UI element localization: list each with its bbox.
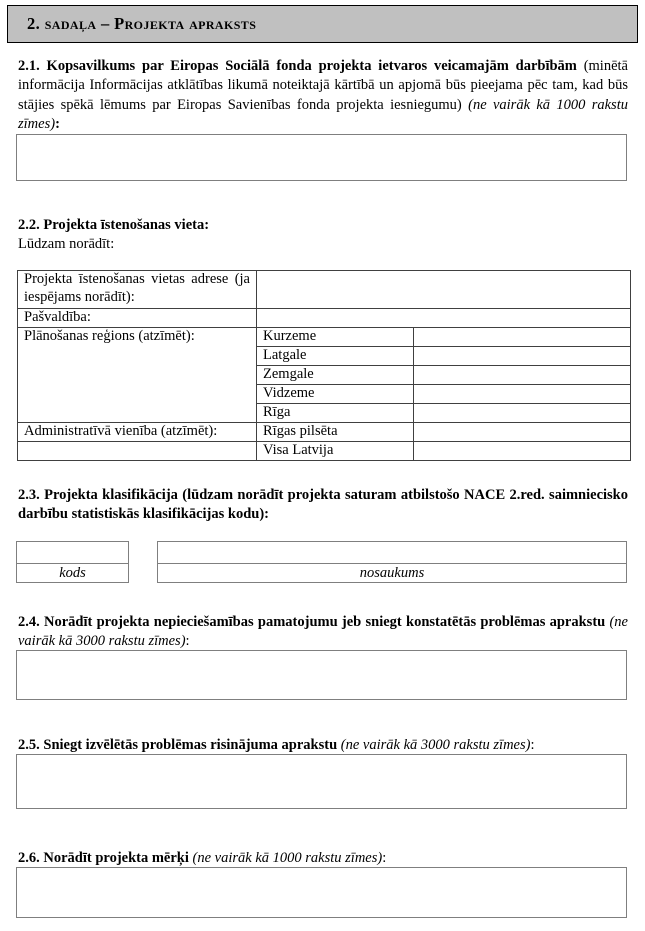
admin-option-visa-latvija: Visa Latvija: [257, 442, 414, 461]
nace-code-input-cell[interactable]: [17, 542, 129, 564]
region-latgale-mark-cell[interactable]: [414, 347, 631, 366]
region-kurzeme-mark-cell[interactable]: [414, 328, 631, 347]
region-option-vidzeme: Vidzeme: [257, 385, 414, 404]
region-riga-mark-cell[interactable]: [414, 404, 631, 423]
nace-code-box: [16, 541, 129, 583]
admin-unit-empty-cell: [18, 442, 257, 461]
nace-name-table: [157, 541, 627, 583]
section-2-5-label: 2.5. Sniegt izvēlētās problēmas risinājuma aprakstu: [18, 737, 338, 753]
section-2-title: 2. sadaļa – Projekta apraksts: [27, 14, 257, 33]
admin-unit-label: Administratīvā vienība (atzīmēt):: [18, 423, 257, 442]
section-2-6-heading: 2.6. Norādīt projekta mērķi (ne vairāk kā 1000 rakstu zīmes):: [18, 850, 387, 866]
location-table-wrapper: [17, 270, 631, 461]
admin-visa-latvija-mark-cell[interactable]: [414, 442, 631, 461]
section-2-4-heading: 2.4. Norādīt projekta nepieciešamības pamatojumu jeb sniegt konstatētās problēmas aprakstu (ne vairāk kā 3000 rakstu zīmes):: [18, 614, 628, 650]
municipality-label: Pašvaldība:: [18, 309, 257, 328]
nace-name-caption: nosaukums: [158, 564, 627, 583]
section-2-4-label: 2.4. Norādīt projekta nepieciešamības pamatojumu jeb sniegt konstatētās problēmas aprakstu: [18, 614, 606, 630]
region-option-latgale: Latgale: [257, 347, 414, 366]
section-2-1-note: (minētā informācija Informācijas atklātības likumā noteiktajā kārtībā un apjomā būs pieejama pēc tam, kad būs stājies spēkā lēmums par Eiropas Savienības fonda projekta iesniegumu): [18, 58, 628, 113]
region-zemgale-mark-cell[interactable]: [414, 366, 631, 385]
section-2-6-limit: (ne vairāk kā 1000 rakstu zīmes): [188, 850, 383, 866]
address-input-cell[interactable]: [257, 271, 631, 309]
admin-rigas-pilseta-mark-cell[interactable]: [414, 423, 631, 442]
summary-textbox-2-1[interactable]: [16, 134, 627, 181]
municipality-input-cell[interactable]: [257, 309, 631, 328]
section-2-3-heading: [18, 486, 628, 525]
nace-code-caption: kods: [17, 564, 129, 583]
region-option-zemgale: Zemgale: [257, 366, 414, 385]
section-2-1-heading: 2.1. Kopsavilkums par Eiropas Sociālā fonda projekta ietvaros veicamajām darbībām (minētā informācija Informācijas atklātības likumā noteiktajā kārtībā un apjomā būs pieejama pēc tam, kad būs stājies spēkā lēmums par Eiropas Savienības fonda projekta iesniegumu) (ne vairāk kā 1000 rakstu zīmes):: [18, 58, 628, 132]
section-2-1-label: 2.1. Kopsavilkums par Eiropas Sociālā fonda projekta ietvaros veicamajām darbībām: [18, 58, 577, 74]
region-option-riga: Rīga: [257, 404, 414, 423]
section-2-3-label: 2.3. Projekta klasifikācija (lūdzam norādīt projekta saturam atbilstošo NACE 2.red. saimniecisko darbību statistiskās klasifikācijas kodu):: [18, 487, 628, 523]
region-option-kurzeme: Kurzeme: [257, 328, 414, 347]
location-table: [17, 270, 631, 461]
project-goals-textbox-2-6[interactable]: [16, 867, 627, 918]
section-2-5-limit: (ne vairāk kā 3000 rakstu zīmes): [337, 737, 531, 753]
solution-description-textbox-2-5[interactable]: [16, 754, 627, 809]
nace-name-input-cell[interactable]: [158, 542, 627, 564]
section-2-1-limit: (ne vairāk kā 1000 rakstu zīmes): [18, 96, 628, 132]
address-label: Projekta īstenošanas vietas adrese (ja iespējams norādīt):: [18, 271, 257, 309]
section-2-2-subtitle: Lūdzam norādīt:: [18, 236, 115, 253]
section-2-2-heading: [18, 216, 628, 255]
section-2-5-heading: 2.5. Sniegt izvēlētās problēmas risinājuma aprakstu (ne vairāk kā 3000 rakstu zīmes):: [18, 737, 535, 753]
region-vidzeme-mark-cell[interactable]: [414, 385, 631, 404]
admin-option-rigas-pilseta: Rīgas pilsēta: [257, 423, 414, 442]
nace-code-table: [16, 541, 129, 583]
nace-name-box: [157, 541, 627, 583]
planning-region-label: Plānošanas reģions (atzīmēt):: [18, 328, 257, 423]
problem-description-textbox-2-4[interactable]: [16, 650, 627, 700]
section-2-6-label: 2.6. Norādīt projekta mērķi: [18, 850, 189, 866]
section-2-banner: [7, 5, 638, 43]
section-2-2-label: 2.2. Projekta īstenošanas vieta:: [18, 217, 210, 233]
section-2-4-limit: (ne vairāk kā 3000 rakstu zīmes): [18, 614, 628, 650]
